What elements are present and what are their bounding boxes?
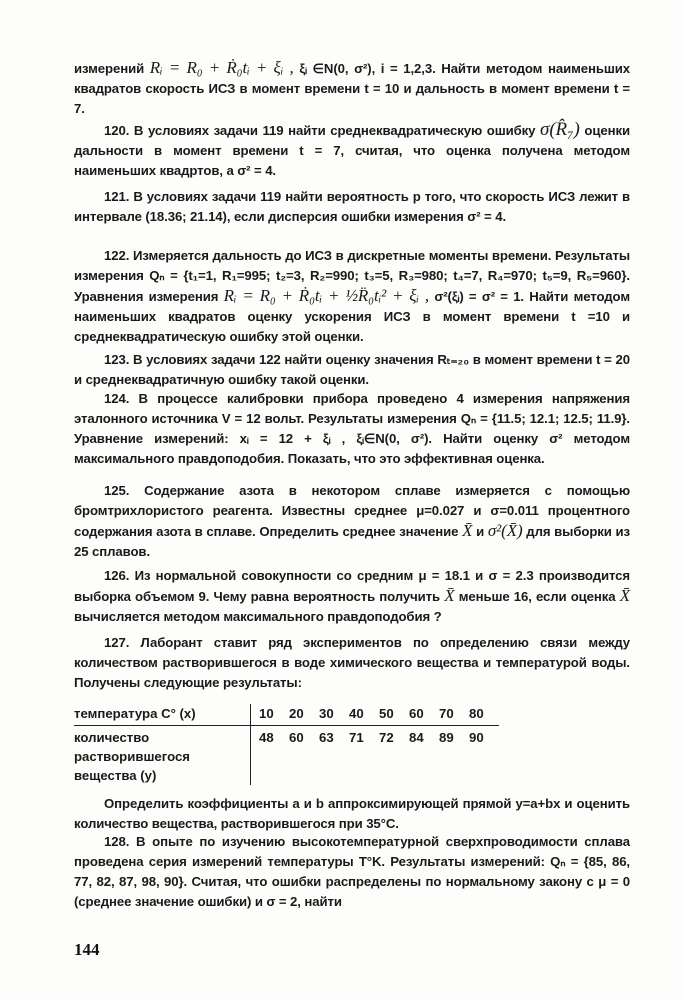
table-cell: 89 xyxy=(439,730,454,745)
row-label-line: количество xyxy=(74,730,150,745)
text: В условиях задачи 119 найти среднеквадратическую ошибку xyxy=(129,123,536,138)
table-row xyxy=(74,726,499,786)
table-cell: 70 xyxy=(439,706,454,721)
text: вычисляется методом максимального правдоподобия ? xyxy=(74,609,442,624)
table-cell: 50 xyxy=(379,706,394,721)
formula: σ²(X̄) xyxy=(487,521,523,540)
table-cell: 40 xyxy=(349,706,364,721)
formula: σ(R̂₇) xyxy=(540,119,580,140)
formula: Rᵢ = R₀ + Ṙ₀tᵢ + ξᵢ , xyxy=(149,58,294,77)
text: В условиях задачи 122 найти оценку значения Rₜ₌₂₀ в момент времени t = 20 и среднеквадратичную ошибку такой оценки. xyxy=(74,352,630,387)
problem-number: 124. xyxy=(104,391,130,406)
problem-number: 120. xyxy=(104,123,130,138)
text: Измеряется дальность до ИСЗ в дискретные моменты времени. Результаты измерения Qₙ = {t₁=1, R₁=995; t₂=3, R₂=990; t₃=5, R₃=980; t₄=7, R₄=970; t₅=9, R₅=960}. Уравнения измерения xyxy=(74,248,630,304)
problem-121 xyxy=(74,187,630,227)
text: В опыте по изучению высокотемпературной сверхпроводимости сплава проведена серия измерений температуры T°K. Результаты измерений: Qₙ = {85, 86, 77, 82, 87, 98, 90}. Считая, что ошибки распределены по нормальному закону с μ = 0 (среднее значение ошибки) и σ = 2, найти xyxy=(74,834,630,909)
problem-128 xyxy=(74,832,630,912)
formula: Rᵢ = R₀ + Ṙ₀tᵢ + ½R̈₀tᵢ² + ξᵢ , xyxy=(223,286,430,305)
problem-number: 122. xyxy=(104,248,130,263)
table-cell: 84 xyxy=(409,730,424,745)
problem-120 xyxy=(74,120,630,181)
problem-number: 121. xyxy=(104,189,130,204)
page-number: 144 xyxy=(74,940,100,959)
problem-number: 128. xyxy=(104,834,130,849)
table-cell: 80 xyxy=(469,706,484,721)
text: Определить коэффициенты a и b аппроксимирующей прямой y=a+bx и оценить количество вещества, растворившегося при 35°C. xyxy=(74,796,630,831)
table-cell: 60 xyxy=(409,706,424,721)
table-cell: 72 xyxy=(379,730,394,745)
problem-126 xyxy=(74,566,630,627)
table-cell: 90 xyxy=(469,730,484,745)
problem-127 xyxy=(74,633,630,693)
formula: X̄ xyxy=(462,521,473,540)
row-label-line: вещества (y) xyxy=(74,768,157,783)
text: и xyxy=(472,524,485,539)
text: Из нормальной совокупности со средним μ = 18.1 и σ = 2.3 производится выборка объемом 9. Чему равна вероятность получить xyxy=(74,568,630,604)
temperature-values xyxy=(251,704,500,726)
table-cell: 63 xyxy=(319,730,334,745)
table-cell: 48 xyxy=(259,730,274,745)
table-cell: 20 xyxy=(289,706,304,721)
table-cell: 30 xyxy=(319,706,334,721)
problem-number: 125. xyxy=(104,483,130,498)
text: В процессе калибровки прибора проведено 4 измерения напряжения эталонного источника V = 12 вольт. Результаты измерения Qₙ = {11.5; 12.1; 12.5; 11.9}. Уравнение измерений: xᵢ = 12 + ξᵢ , ξᵢ∈N(0, σ²). Найти оценку σ² методом максимального правдоподобия. Показать, что это эффективная оценка. xyxy=(74,391,630,466)
text: Лаборант ставит ряд экспериментов по определению связи между количеством растворившегося в воде химического вещества и температурой воды. Получены следующие результаты: xyxy=(74,635,630,690)
text: Содержание азота в некотором сплаве измеряется с помощью бромтрихлористого реагента. Известны среднее μ=0.027 и σ=0.011 процентного содержания азота в сплаве. Определить среднее значение xyxy=(74,483,630,539)
header-label: температура C° (x) xyxy=(74,704,251,726)
text: для выборки из 25 сплавов. xyxy=(74,524,631,559)
text: оценки дальности в момент времени t = 7, считая, что оценка получена методом наименьших квадртов, а σ² = 4. xyxy=(74,123,630,178)
text: измерений xyxy=(74,61,145,76)
problem-number: 126. xyxy=(104,568,130,583)
data-table xyxy=(74,704,499,785)
table-cell: 71 xyxy=(349,730,364,745)
text: ξᵢ ∈N(0, σ²), i = 1,2,3. Найти методом наименьших квадратов скорость ИСЗ в момент времени t = 10 и дальность в момент времени t = 7. xyxy=(74,61,630,116)
formula: X̄ xyxy=(444,586,455,605)
formula: X̄ xyxy=(619,586,630,605)
paragraph-119-continuation xyxy=(74,58,630,119)
table-header-row xyxy=(74,704,499,726)
problem-122 xyxy=(74,246,630,347)
table-cell: 10 xyxy=(259,706,274,721)
problem-127-question xyxy=(74,794,630,834)
text: меньше 16, если оценка xyxy=(454,589,620,604)
row-label xyxy=(74,726,251,786)
amount-values xyxy=(251,726,500,786)
text: В условиях задачи 119 найти вероятность p того, что скорость ИСЗ лежит в интервале (18.36; 21.14), если дисперсия ошибки измерения σ² = 4. xyxy=(74,189,630,224)
table-cell: 60 xyxy=(289,730,304,745)
row-label-line: растворившегося xyxy=(74,749,190,764)
text: σ²(ξᵢ) = σ² = 1. Найти методом наименьших квадратов оценку ускорения ИСЗ в момент времени t =10 и среднеквадратическую ошибку этой оценки. xyxy=(74,289,630,344)
problem-123 xyxy=(74,350,630,390)
problem-number: 123. xyxy=(104,352,130,367)
problem-number: 127. xyxy=(104,635,130,650)
problem-124 xyxy=(74,389,630,469)
problem-125 xyxy=(74,481,630,562)
